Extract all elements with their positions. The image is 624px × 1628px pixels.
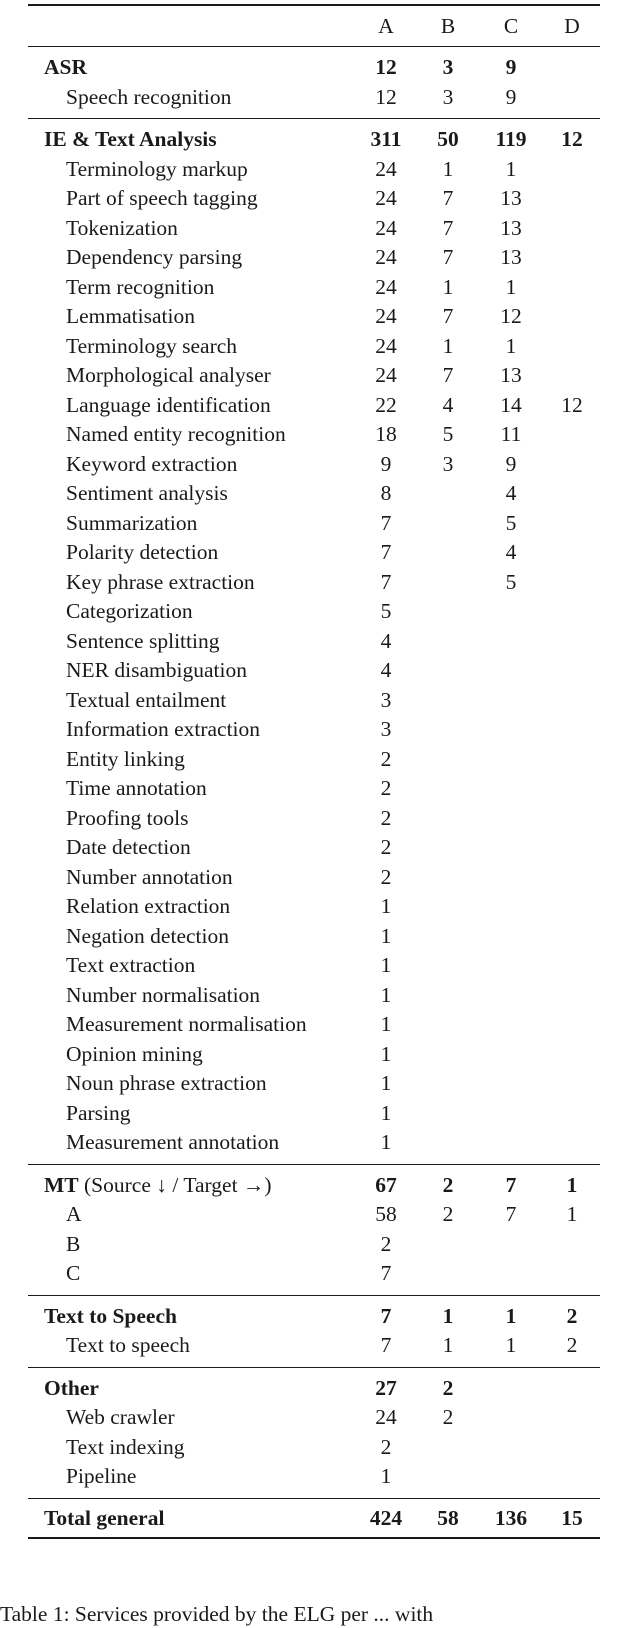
- row-value-c: 11: [500, 422, 522, 446]
- column-header-b: B: [440, 14, 456, 38]
- row-value-a: 24: [375, 1405, 397, 1429]
- table-row: [28, 1010, 600, 1040]
- row-label: Polarity detection: [66, 540, 219, 564]
- section-total-b: 2: [442, 1172, 454, 1197]
- row-label: A: [66, 1202, 82, 1226]
- row-value-a: 1: [380, 1041, 392, 1066]
- bottom-rule: [28, 1537, 600, 1539]
- row-value-d: 12: [561, 392, 583, 417]
- row-label: Textual entailment: [66, 687, 227, 712]
- row-value-a: 24: [375, 304, 397, 328]
- row-value-b: 2: [442, 1202, 454, 1226]
- row-value-c: 1: [505, 333, 517, 358]
- table-row: [28, 627, 600, 657]
- row-value-c: 12: [500, 304, 522, 328]
- row-label: Date detection: [66, 835, 191, 859]
- row-value-a: 1: [380, 894, 392, 918]
- row-value-a: 7: [380, 540, 392, 564]
- row-value-b: 1: [442, 156, 454, 181]
- row-value-c: 13: [500, 186, 522, 210]
- row-value-a: 7: [380, 510, 392, 535]
- row-value-c: 13: [500, 363, 522, 387]
- row-value-a: 24: [375, 215, 397, 240]
- section-title: [44, 1171, 272, 1201]
- table-row: [28, 391, 600, 421]
- row-value-b: 7: [442, 304, 454, 328]
- table-row: [28, 361, 600, 391]
- row-value-b: 7: [442, 215, 454, 240]
- row-value-c: 9: [505, 451, 517, 476]
- table-row: [28, 538, 600, 568]
- column-header-a: A: [378, 14, 394, 38]
- row-value-a: 9: [380, 451, 392, 476]
- section-total-b: 3: [442, 55, 454, 79]
- table-row: [28, 1040, 600, 1070]
- row-value-a: 24: [375, 333, 397, 358]
- row-label: Tokenization: [66, 215, 178, 240]
- column-header-c: C: [503, 14, 519, 38]
- table-row: [28, 745, 600, 775]
- row-value-a: 1: [380, 923, 392, 948]
- row-label: Categorization: [66, 599, 193, 623]
- row-value-a: 5: [380, 599, 392, 623]
- row-value-a: 2: [380, 864, 392, 889]
- table-row: [28, 1259, 600, 1289]
- row-value-c: 5: [505, 569, 517, 594]
- table-row: [28, 302, 600, 332]
- section-title: [44, 125, 217, 155]
- row-value-d: 1: [566, 1202, 578, 1226]
- section-header-row: [28, 1374, 600, 1404]
- row-value-a: 4: [380, 658, 392, 682]
- row-value-a: 24: [375, 363, 397, 387]
- table-row: [28, 804, 600, 834]
- row-label: Sentence splitting: [66, 628, 220, 653]
- table-row: [28, 863, 600, 893]
- row-label: Number normalisation: [66, 982, 261, 1007]
- section-title-text: Other: [44, 1375, 99, 1400]
- row-label: Summarization: [66, 510, 198, 535]
- row-value-a: 2: [380, 805, 392, 830]
- total-value-a: 424: [369, 1505, 403, 1530]
- row-value-b: 7: [442, 245, 454, 269]
- section-total-a: 7: [380, 1303, 392, 1328]
- row-value-b: 3: [442, 451, 454, 476]
- row-value-b: 7: [442, 363, 454, 387]
- section-total-c: 119: [495, 127, 527, 151]
- section-total-a: 311: [370, 127, 402, 151]
- section-header-row: [28, 125, 600, 155]
- table-row: [28, 922, 600, 952]
- row-label: Web crawler: [66, 1405, 175, 1429]
- table-row: [28, 981, 600, 1011]
- row-value-a: 1: [380, 1012, 392, 1036]
- row-value-a: 1: [380, 1464, 392, 1488]
- row-value-a: 2: [380, 1231, 392, 1256]
- row-value-c: 1: [505, 156, 517, 181]
- row-value-b: 1: [442, 1333, 454, 1357]
- section-total-d: 2: [566, 1303, 578, 1328]
- row-label: Relation extraction: [66, 894, 231, 918]
- section-header-row: [28, 1302, 600, 1332]
- row-value-c: 5: [505, 510, 517, 535]
- row-value-a: 2: [380, 746, 392, 771]
- row-label: Number annotation: [66, 864, 233, 889]
- row-value-c: 14: [500, 392, 522, 417]
- row-value-c: 7: [505, 1202, 517, 1226]
- row-label: Part of speech tagging: [66, 186, 258, 210]
- total-label: Total general: [44, 1505, 165, 1530]
- table-row: [28, 1099, 600, 1129]
- row-value-a: 24: [375, 245, 397, 269]
- section-total-d: 1: [566, 1172, 578, 1197]
- row-value-b: 2: [442, 1405, 454, 1429]
- row-value-a: 2: [380, 835, 392, 859]
- section-title-text: Text to Speech: [44, 1303, 177, 1328]
- table-row: [28, 892, 600, 922]
- section-title-text: MT: [44, 1172, 79, 1197]
- row-value-b: 4: [442, 392, 454, 417]
- row-value-c: 9: [505, 84, 517, 109]
- row-value-a: 7: [380, 569, 392, 594]
- row-value-b: 1: [442, 333, 454, 358]
- section-total-b: 50: [437, 127, 459, 151]
- section-total-d: 12: [561, 127, 583, 151]
- row-label: Negation detection: [66, 923, 229, 948]
- row-label: NER disambiguation: [66, 658, 247, 682]
- section-title-text: IE & Text Analysis: [44, 127, 217, 151]
- row-label: Opinion mining: [66, 1041, 203, 1066]
- section-total-c: 1: [505, 1303, 517, 1328]
- row-label: Time annotation: [66, 776, 207, 800]
- section-total-a: 67: [375, 1172, 397, 1197]
- row-value-b: 3: [442, 84, 454, 109]
- row-value-c: 1: [505, 274, 517, 299]
- table-row: [28, 951, 600, 981]
- row-label: Text extraction: [66, 953, 196, 977]
- table-row: [28, 686, 600, 716]
- table-row: [28, 1403, 600, 1433]
- row-value-a: 7: [380, 1333, 392, 1357]
- table-row: [28, 568, 600, 598]
- table-body: [28, 46, 600, 1499]
- row-value-a: 24: [375, 186, 397, 210]
- row-label: Keyword extraction: [66, 451, 238, 476]
- table-row: [28, 332, 600, 362]
- table-row: [28, 597, 600, 627]
- table-row: [28, 656, 600, 686]
- row-value-d: 2: [566, 1333, 578, 1357]
- section-title-suffix: (Source ↓ / Target →): [78, 1172, 272, 1197]
- row-label: B: [66, 1231, 81, 1256]
- table-row: [28, 184, 600, 214]
- row-label: Lemmatisation: [66, 304, 195, 328]
- table-row: [28, 450, 600, 480]
- row-label: Language identification: [66, 392, 271, 417]
- row-value-a: 12: [375, 84, 397, 109]
- total-row: [28, 1499, 600, 1537]
- total-value-d: 15: [561, 1505, 583, 1530]
- table-row: [28, 1433, 600, 1463]
- row-label: Speech recognition: [66, 84, 232, 109]
- column-header-d: D: [564, 14, 580, 38]
- row-label: Terminology markup: [66, 156, 248, 181]
- table-row: [28, 715, 600, 745]
- table-row: [28, 479, 600, 509]
- row-value-a: 24: [375, 156, 397, 181]
- row-label: Noun phrase extraction: [66, 1071, 267, 1095]
- row-label: Terminology search: [66, 333, 238, 358]
- row-value-c: 13: [500, 245, 522, 269]
- row-label: Sentiment analysis: [66, 481, 228, 505]
- row-value-b: 1: [442, 274, 454, 299]
- row-label: Information extraction: [66, 717, 261, 741]
- row-label: Measurement annotation: [66, 1130, 280, 1154]
- row-value-c: 13: [500, 215, 522, 240]
- table-row: [28, 420, 600, 450]
- header-row: [28, 6, 600, 46]
- table-row: [28, 214, 600, 244]
- section-total-c: 9: [505, 55, 517, 79]
- table-row: [28, 83, 600, 113]
- section-title-text: ASR: [44, 55, 88, 79]
- table-row: [28, 1230, 600, 1260]
- row-label: Text to speech: [66, 1333, 190, 1357]
- row-value-c: 4: [505, 540, 517, 564]
- section-total-a: 12: [375, 55, 397, 79]
- table-row: [28, 774, 600, 804]
- row-label: Dependency parsing: [66, 245, 243, 269]
- section-total-b: 1: [442, 1303, 454, 1328]
- row-value-b: 5: [442, 422, 454, 446]
- row-label: Pipeline: [66, 1464, 137, 1488]
- row-value-a: 7: [380, 1261, 392, 1285]
- row-value-a: 3: [380, 687, 392, 712]
- row-value-a: 1: [380, 982, 392, 1007]
- row-label: Key phrase extraction: [66, 569, 255, 594]
- row-value-a: 22: [375, 392, 397, 417]
- section-total-b: 2: [442, 1375, 454, 1400]
- row-value-a: 1: [380, 1071, 392, 1095]
- services-table: [28, 4, 600, 1539]
- row-label: Morphological analyser: [66, 363, 271, 387]
- row-value-a: 1: [380, 953, 392, 977]
- row-value-c: 4: [505, 481, 517, 505]
- row-label: C: [66, 1261, 81, 1285]
- row-value-a: 8: [380, 481, 392, 505]
- row-value-a: 24: [375, 274, 397, 299]
- row-value-a: 1: [380, 1100, 392, 1125]
- row-value-a: 18: [375, 422, 397, 446]
- row-value-a: 3: [380, 717, 392, 741]
- row-label: Named entity recognition: [66, 422, 286, 446]
- row-value-b: 7: [442, 186, 454, 210]
- table-row: [28, 273, 600, 303]
- table-row: [28, 1128, 600, 1158]
- row-value-a: 4: [380, 628, 392, 653]
- table-row: [28, 1069, 600, 1099]
- table-row: [28, 1331, 600, 1361]
- section-title: [44, 53, 87, 83]
- table-caption: Table 1: Services provided by the ELG per ... with: [0, 1602, 434, 1626]
- section-total-a: 27: [375, 1375, 397, 1400]
- section-title: [44, 1374, 99, 1404]
- row-label: Parsing: [66, 1100, 131, 1125]
- row-value-c: 1: [505, 1333, 517, 1357]
- row-value-a: 2: [380, 1434, 392, 1459]
- table-row: [28, 833, 600, 863]
- table-row: [28, 509, 600, 539]
- table-row: [28, 1462, 600, 1492]
- row-label: Text indexing: [66, 1434, 185, 1459]
- section-header-row: [28, 1171, 600, 1201]
- row-value-a: 58: [375, 1202, 397, 1226]
- table-row: [28, 243, 600, 273]
- section-title: [44, 1302, 177, 1332]
- table-row: [28, 155, 600, 185]
- row-label: Measurement normalisation: [66, 1012, 307, 1036]
- row-label: Term recognition: [66, 274, 215, 299]
- total-value-c: 136: [494, 1505, 528, 1530]
- section-total-c: 7: [505, 1172, 517, 1197]
- row-value-a: 1: [380, 1130, 392, 1154]
- section-header-row: [28, 53, 600, 83]
- row-value-a: 2: [380, 776, 392, 800]
- table-row: [28, 1200, 600, 1230]
- row-label: Proofing tools: [66, 805, 189, 830]
- row-label: Entity linking: [66, 746, 185, 771]
- total-value-b: 58: [437, 1505, 459, 1530]
